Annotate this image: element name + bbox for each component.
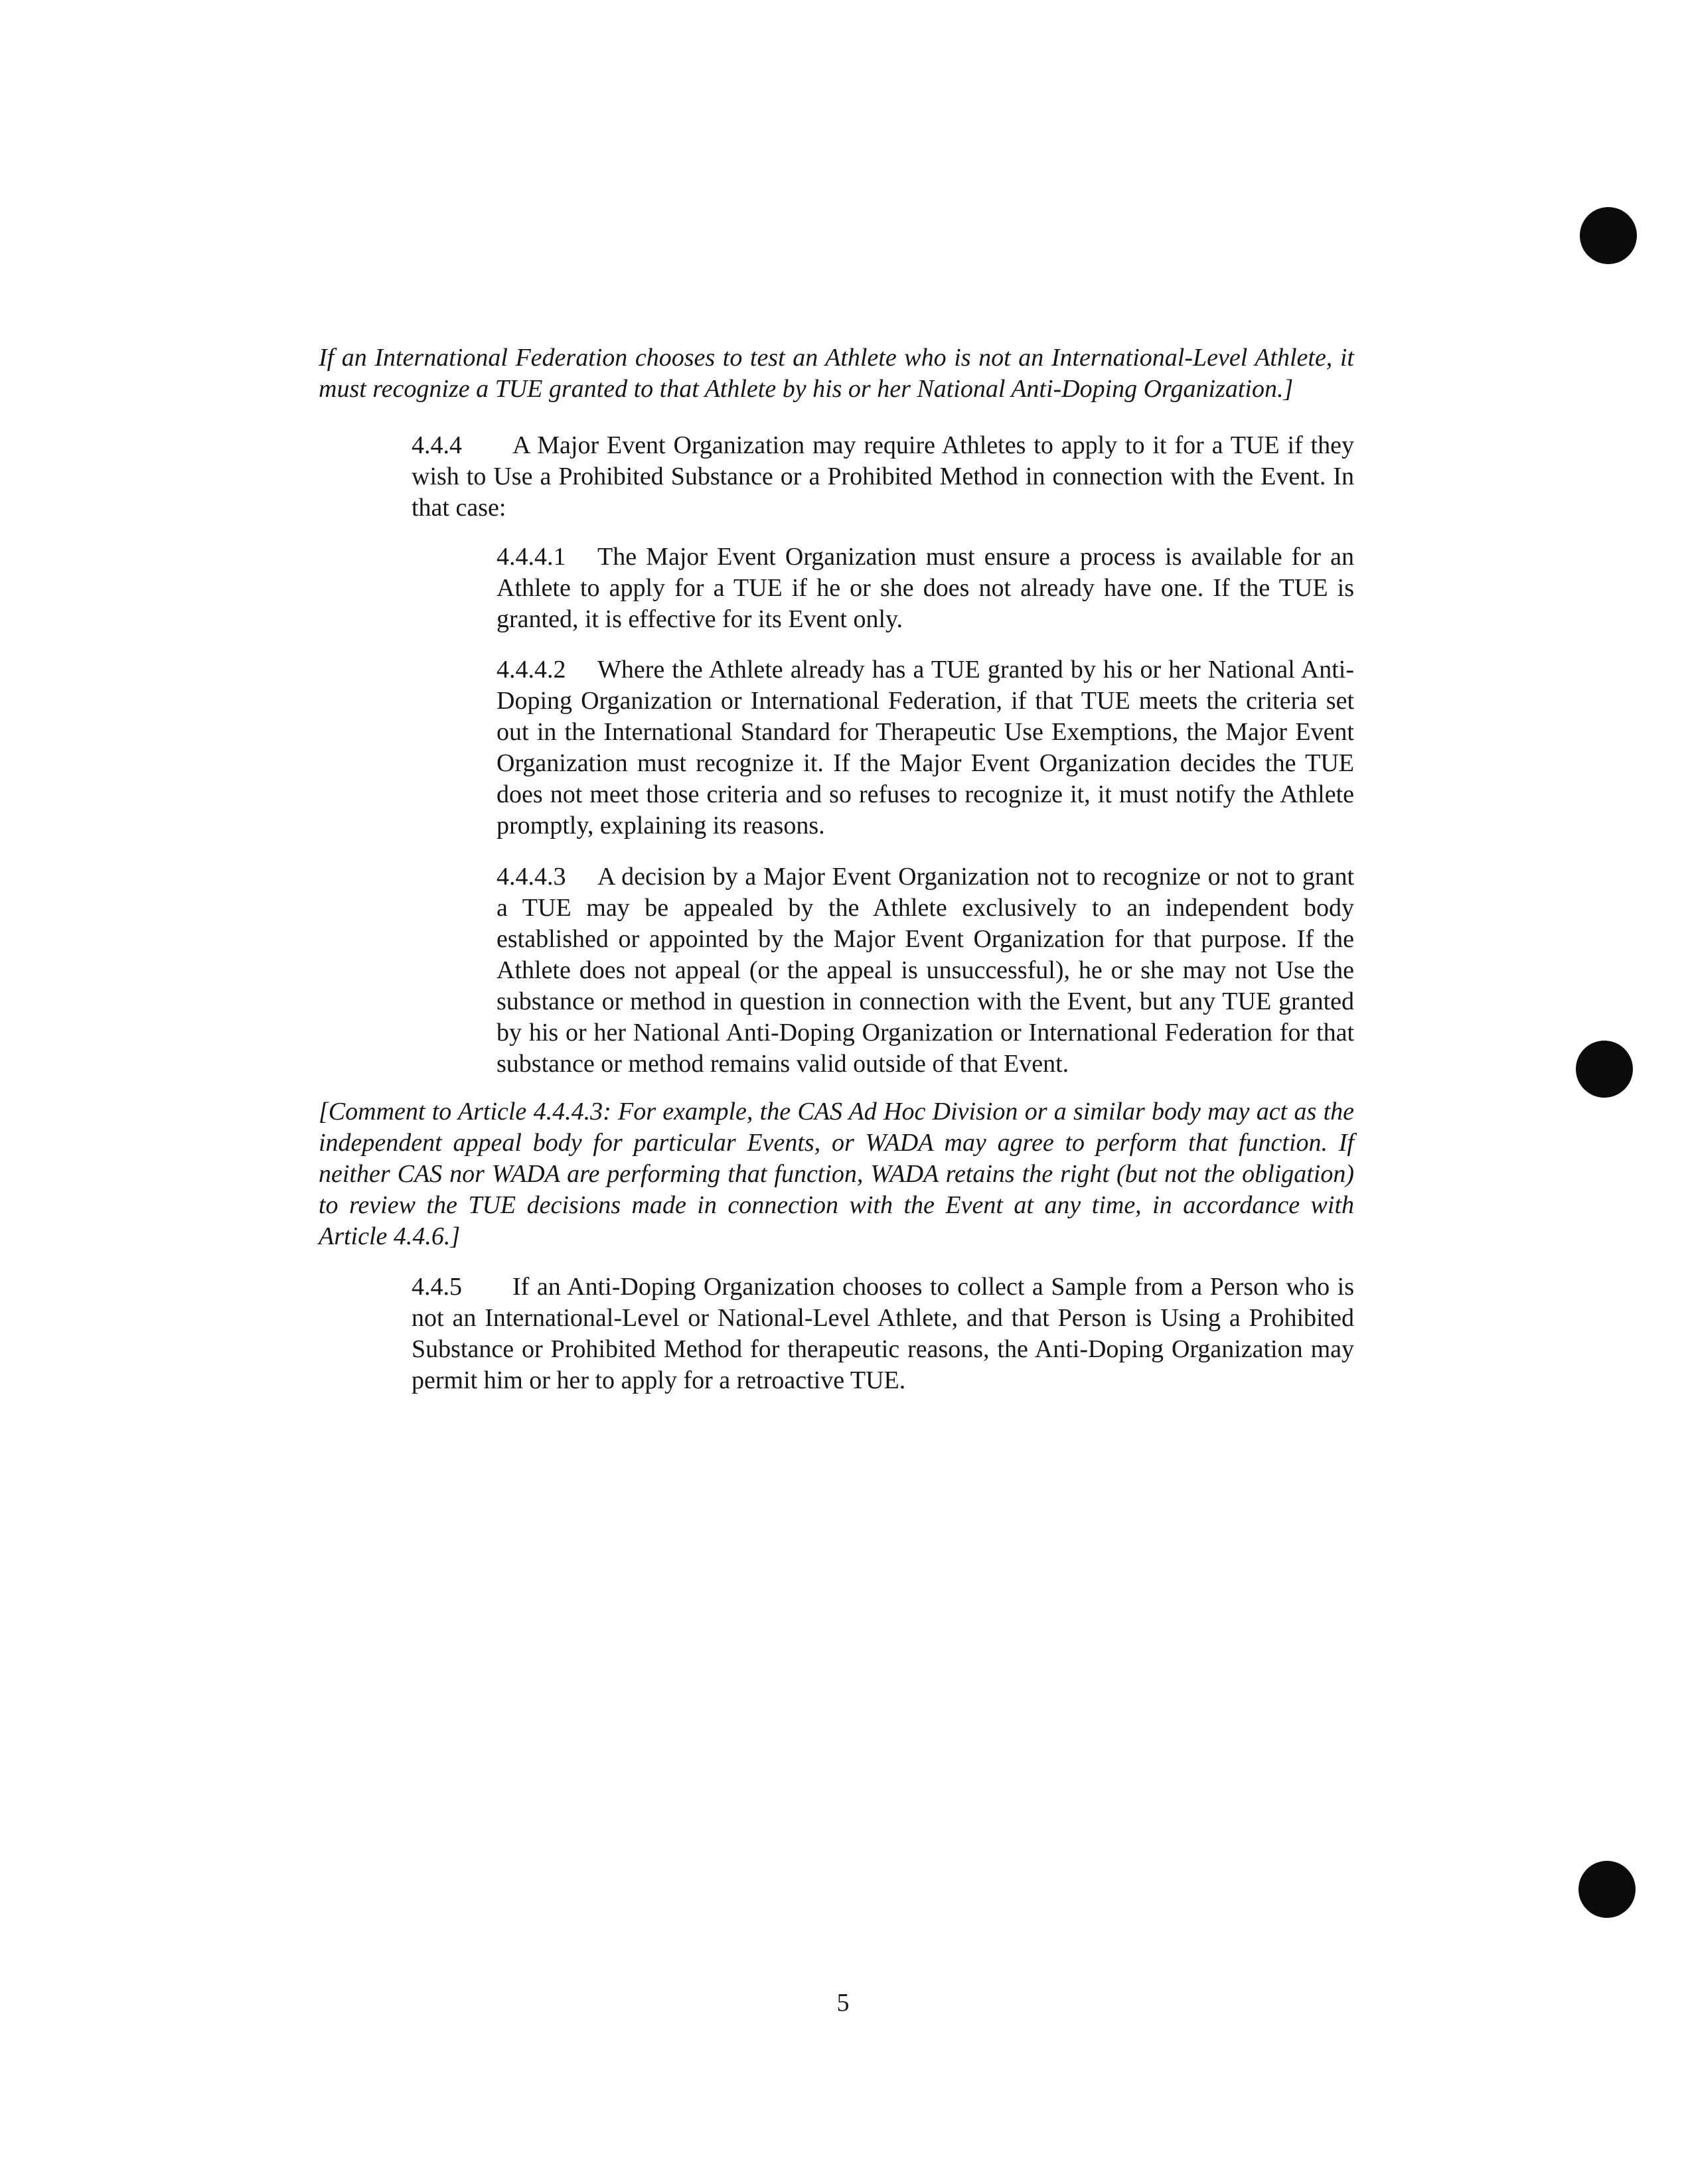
punch-hole-bottom xyxy=(1578,1861,1636,1918)
punch-hole-middle xyxy=(1576,1041,1633,1098)
section-text: Where the Athlete already has a TUE granted by his or her National Anti-Doping Organization or International Federation, if that TUE meets the criteria set out in the International Standard for Therapeutic Use Exemptions, the Major Event Organization must recognize it. If the Major Event Organization decides the TUE does not meet those criteria and so refuses to recognize it, it must notify the Athlete promptly, explaining its reasons. xyxy=(497,656,1354,839)
section-4-4-4-3 xyxy=(497,861,1354,1080)
intro-comment: If an International Federation chooses to test an Athlete who is not an International-Level Athlete, it must recognize a TUE granted to that Athlete by his or her National Anti-Doping Organization.] xyxy=(319,344,1354,403)
section-text: The Major Event Organization must ensure a process is available for an Athlete to apply for a TUE if he or she does not already have one. If the TUE is granted, it is effective for its Event only. xyxy=(497,543,1354,633)
section-4-4-4-1 xyxy=(497,542,1354,635)
comment-article-4-4-4-3: [Comment to Article 4.4.4.3: For example, the CAS Ad Hoc Division or a similar body may act as the independent appeal body for particular Events, or WADA may agree to perform that function. If neither CAS nor WADA are performing that function, WADA retains the right (but not the obligation) to review the TUE decisions made in connection with the Event at any time, in accordance with Article 4.4.6.] xyxy=(319,1098,1354,1250)
section-number: 4.4.4.2 xyxy=(497,656,566,684)
section-number: 4.4.4.3 xyxy=(497,863,566,891)
section-number: 4.4.4 xyxy=(412,431,462,459)
punch-hole-top xyxy=(1580,207,1637,264)
section-4-4-4 xyxy=(412,430,1354,524)
section-text: A decision by a Major Event Organization not to recognize or not to grant a TUE may be appealed by the Athlete exclusively to an independent body established or appointed by the Major Event Organization for that purpose. If the Athlete does not appeal (or the appeal is unsuccessful), he or she may not Use the substance or method in question in connection with the Event, but any TUE granted by his or her National Anti-Doping Organization or International Federation for that substance or method remains valid outside of that Event. xyxy=(497,863,1354,1078)
section-number: 4.4.5 xyxy=(412,1273,462,1301)
section-4-4-5 xyxy=(412,1272,1354,1396)
section-text: If an Anti-Doping Organization chooses to collect a Sample from a Person who is not an International-Level or National-Level Athlete, and that Person is Using a Prohibited Substance or Prohibited Method for therapeutic reasons, the Anti-Doping Organization may permit him or her to apply for a retroactive TUE. xyxy=(412,1273,1354,1394)
section-text: A Major Event Organization may require Athletes to apply to it for a TUE if they wish to Use a Prohibited Substance or a Prohibited Method in connection with the Event. In that case: xyxy=(412,431,1354,522)
section-4-4-4-2 xyxy=(497,654,1354,841)
section-number: 4.4.4.1 xyxy=(497,543,566,571)
page-number: 5 xyxy=(836,1989,850,2017)
